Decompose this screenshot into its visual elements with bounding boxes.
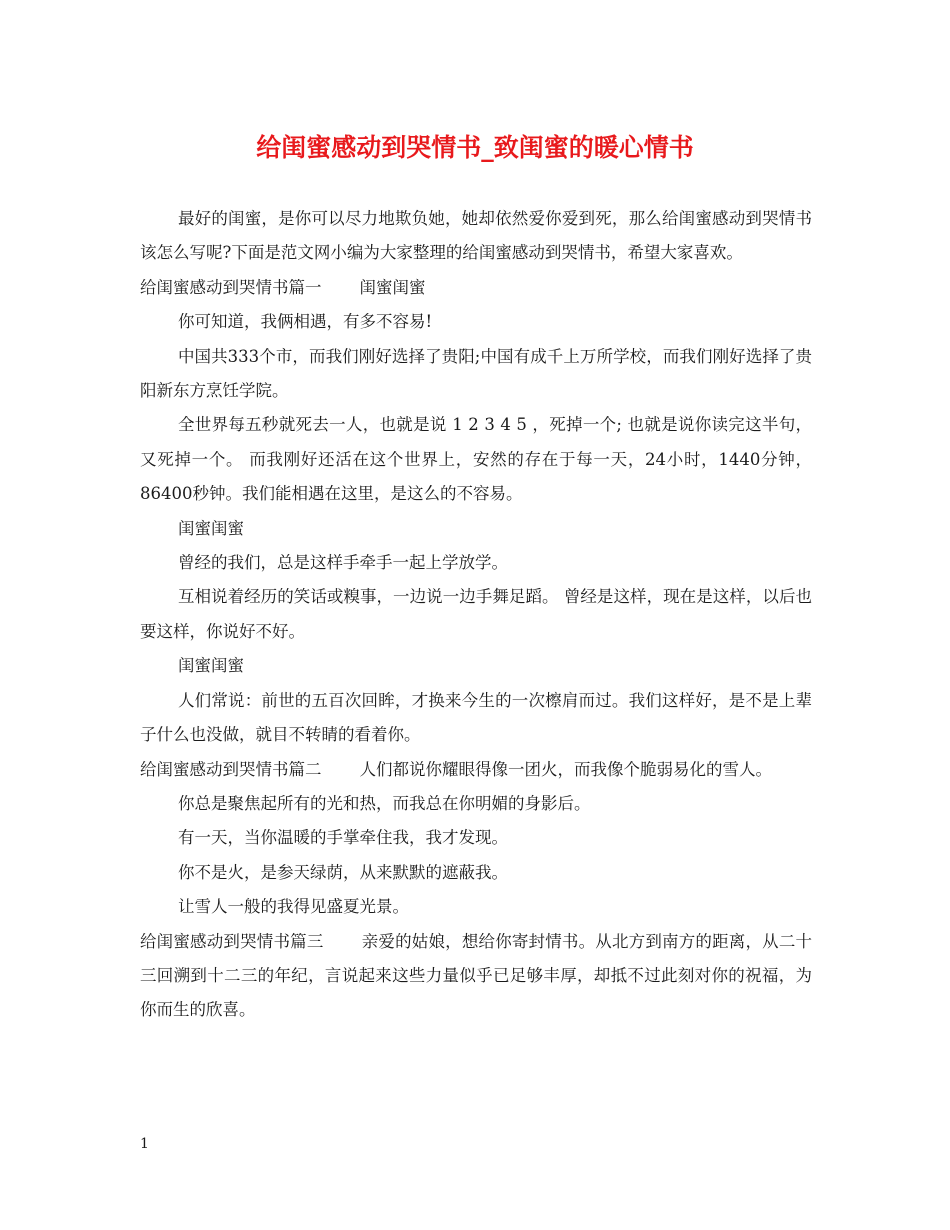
paragraph-text: 闺蜜闺蜜: [359, 277, 426, 297]
paragraph-text: 亲爱的姑娘，想给你寄封情书。从北方到南方的距离，从二十三回溯到十二三的年纪，言说起来这些力量似乎已足够丰厚，却抵不过此刻对你的祝福，为你而生的欣喜。: [140, 931, 813, 1020]
section-paragraph: [140, 753, 812, 787]
document-title: 给闺蜜感动到哭情书_致闺蜜的暖心情书: [256, 133, 694, 162]
section-heading: 给闺蜜感动到哭情书篇一: [140, 277, 322, 297]
section-heading: 给闺蜜感动到哭情书篇三: [140, 931, 324, 951]
paragraph-text: 人们都说你耀眼得像一团火，而我像个脆弱易化的雪人。: [359, 759, 772, 779]
section-paragraph: [140, 271, 812, 305]
paragraph: 曾经的我们，总是这样手牵手一起上学放学。: [177, 553, 508, 573]
page-number: 1: [140, 1136, 149, 1152]
section-heading: 给闺蜜感动到哭情书篇二: [140, 759, 322, 779]
paragraph: 你不是火，是参天绿荫，从来默默的遮蔽我。: [177, 862, 508, 882]
paragraph: 中国共333个市，而我们刚好选择了贵阳;中国有成千上万所学校，而我们刚好选择了贵阳新东方烹饪学院。: [140, 346, 812, 401]
section-paragraph: [140, 925, 812, 1028]
paragraph: 全世界每五秒就死去一人，也就是说 1 2 3 4 5 ，死掉一个; 也就是说你读完这半句，又死掉一个。 而我刚好还活在这个世界上，安然的存在于每一天，24小时，1440分钟，86400秒钟。我们能相遇在这里，是这么的不容易。: [140, 415, 812, 504]
paragraph: 最好的闺蜜，是你可以尽力地欺负她，她却依然爱你爱到死，那么给闺蜜感动到哭情书该怎么写呢?下面是范文网小编为大家整理的给闺蜜感动到哭情书，希望大家喜欢。: [140, 209, 812, 263]
paragraph: 互相说着经历的笑话或糗事，一边说一边手舞足蹈。 曾经是这样，现在是这样，以后也要这样，你说好不好。: [140, 587, 812, 641]
paragraph: 你总是聚焦起所有的光和热，而我总在你明媚的身影后。: [177, 793, 591, 813]
paragraph: 让雪人一般的我得见盛夏光景。: [177, 897, 409, 917]
paragraph: 有一天，当你温暖的手掌牵住我，我才发现。: [177, 828, 508, 848]
document-body: [140, 202, 812, 1028]
paragraph: 闺蜜闺蜜: [177, 518, 244, 538]
paragraph: 人们常说：前世的五百次回眸，才换来今生的一次檫肩而过。我们这样好，是不是上辈子什么也没做，就目不转睛的看着你。: [140, 690, 812, 745]
paragraph: 闺蜜闺蜜: [177, 656, 244, 676]
paragraph: 你可知道，我俩相遇，有多不容易!: [177, 312, 433, 332]
